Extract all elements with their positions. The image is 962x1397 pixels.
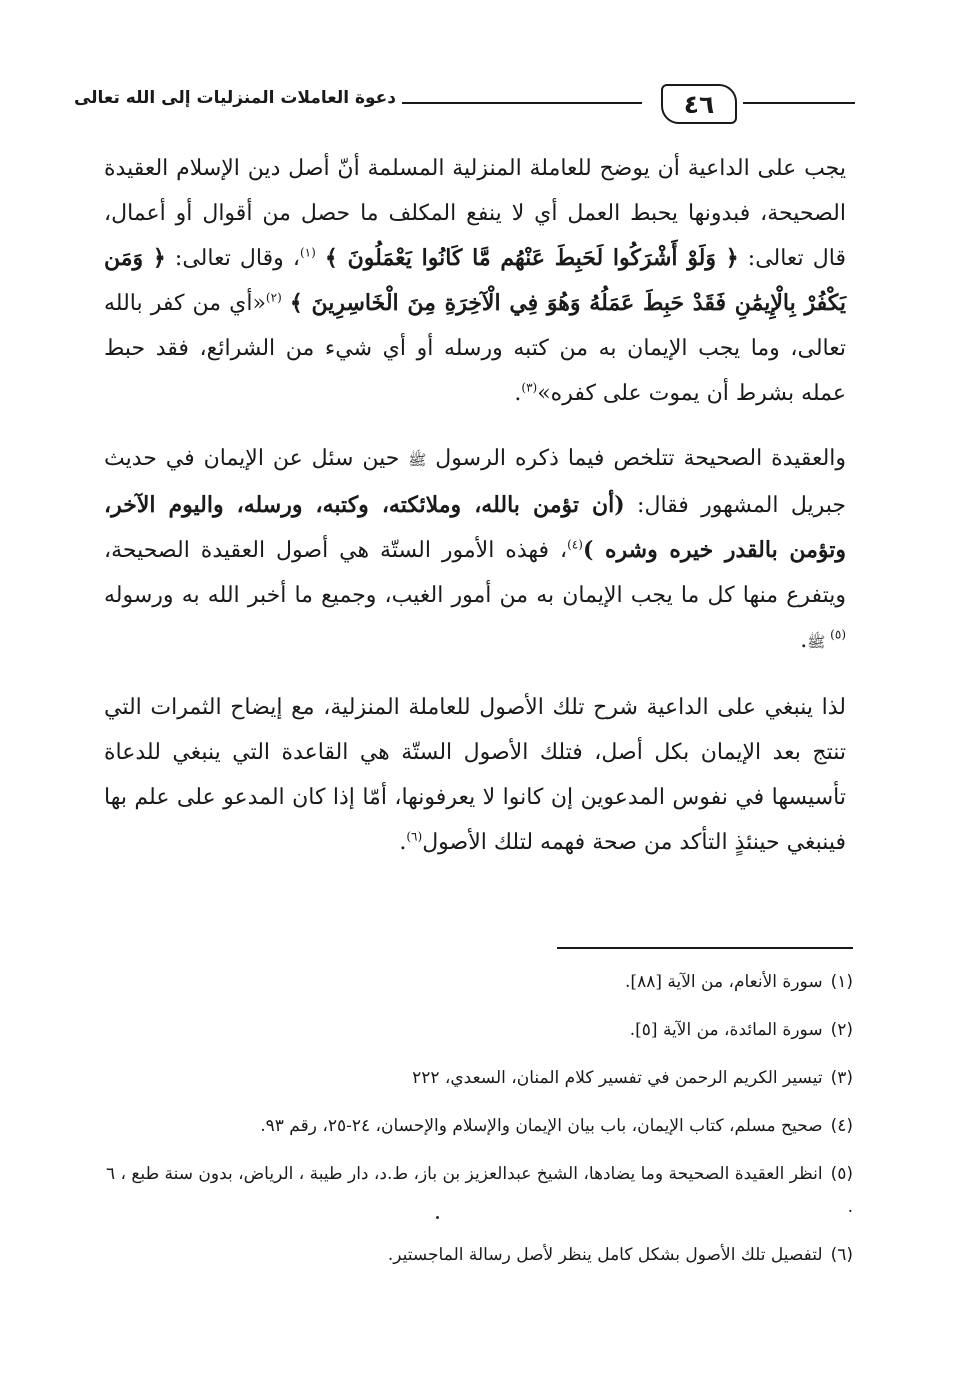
header-rule-middle — [402, 102, 642, 104]
footnote-number: (٤) — [830, 1116, 853, 1136]
running-header — [73, 78, 855, 128]
text-run: ، وقال تعالى: — [165, 246, 300, 271]
footnote — [104, 1110, 853, 1143]
paragraph-1 — [104, 146, 846, 416]
text-run: . — [514, 381, 522, 406]
text-run: ، فهذه الأمور الستّة هي أصول العقيدة الصحيحة، ويتفرع منها كل ما يجب الإيمان به من أمور الغيب، وجميع ما أخبر الله به ورسوله — [104, 538, 846, 608]
text-run: حين سئل عن الإيمان في حديث جبريل المشهور فقال: — [104, 446, 846, 518]
quran-verse-2: ﴿ وَمَن يَكْفُرْ بِالْإِيمَٰنِ فَقَدْ حَبِطَ عَمَلُهُ وَهُوَ فِي الْآخِرَةِ مِنَ الْخَاسِرِينَ ﴾ — [104, 245, 846, 316]
footnote-ref-6: (٦) — [406, 829, 423, 844]
paragraph-3 — [104, 685, 846, 865]
footnote — [104, 1239, 853, 1272]
footnote-number: (٢) — [830, 1020, 853, 1040]
footnote-number: (٦) — [830, 1245, 853, 1265]
footnote-number: (٣) — [830, 1068, 853, 1088]
text-run: لذا ينبغي على الداعية شرح تلك الأصول للعاملة المنزلية، مع إيضاح الثمرات التي تنتج بعد الإيمان بكل أصل، فتلك الأصول الستّة هي القاعدة التي ينبغي للدعاة تأسيسها في نفوس المدعوين إن كانوا لا يعرفونها، أمّا إذا كان المدعو على علم بها فينبغي حينئذٍ التأكد من صحة فهمه لتلك الأصول — [104, 695, 846, 855]
footnote — [104, 1158, 853, 1224]
footnote-number: (٥) — [830, 1164, 853, 1184]
footnote — [104, 1062, 853, 1095]
paragraph-2 — [104, 436, 846, 665]
footnote-text: لتفصيل تلك الأصول بشكل كامل ينظر لأصل رسالة الماجستير. — [387, 1245, 823, 1265]
footnote-separator — [557, 947, 853, 949]
footnote-ref-3: (٣) — [521, 380, 538, 395]
page-number: ٤٦ — [661, 84, 737, 124]
tafsir-quote: «أي من كفر بالله تعالى، وما يجب الإيمان به من كتبه ورسله أو أي شيء من الشرائع، فقد حبط عمله بشرط أن يموت على كفره» — [104, 291, 846, 406]
footnote-ref-4: (٤) — [567, 537, 583, 552]
footnote-text: سورة المائدة، من الآية [٥]. — [629, 1020, 823, 1040]
quran-verse-1: ﴿ وَلَوْ أَشْرَكُوا لَحَبِطَ عَنْهُم مَّا كَانُوا يَعْمَلُونَ ﴾ — [324, 245, 739, 271]
footnote-text: تيسير الكريم الرحمن في تفسير كلام المنان، السعدي، ٢٢٢ — [412, 1068, 823, 1088]
hadith-quote: (أن تؤمن بالله، وملائكته، وكتبه، ورسله، واليوم الآخر، وتؤمن بالقدر خيره وشره ) — [104, 492, 846, 563]
text-run: يجب على الداعية أن يوضح للعاملة المنزلية المسلمة أنّ أصل دين الإسلام العقيدة الصحيحة، فبدونها يحبط العمل أي لا ينفع المكلف ما حصل من أقوال أو أعمال، قال تعالى: — [104, 156, 846, 271]
footnote-text: سورة الأنعام، من الآية [٨٨]. — [625, 972, 823, 992]
text-run: والعقيدة الصحيحة تتلخص فيما ذكره الرسول — [426, 446, 847, 471]
footnote — [104, 1014, 853, 1047]
scan-speck — [436, 1216, 439, 1219]
main-text — [104, 146, 846, 885]
text-run: . — [399, 830, 407, 855]
footnotes-list — [104, 966, 853, 1287]
footnote-text: انظر العقيدة الصحيحة وما يضادها، الشيخ عبدالعزيز بن باز، ط.د، دار طيبة ، الرياض، بدون سنة طبع ، ٦ . — [105, 1164, 853, 1217]
footnote-text: صحيح مسلم، كتاب الإيمان، باب بيان الإيمان والإسلام والإحسان، ٢٤-٢٥، رقم ٩٣. — [260, 1116, 823, 1136]
text-run: . — [800, 628, 808, 653]
footnote-number: (١) — [830, 972, 853, 992]
header-rule-right — [743, 102, 855, 104]
salutation-glyph: ﷺ — [408, 451, 427, 469]
footnote-ref-5: (٥) — [830, 627, 846, 642]
book-title: دعوة العاملات المنزليات إلى الله تعالى — [73, 88, 396, 108]
footnote — [104, 966, 853, 999]
footnote-ref-1: (١) — [299, 245, 316, 260]
footnote-ref-2: (٢) — [265, 290, 282, 305]
salutation-glyph: ﷺ — [807, 633, 831, 651]
